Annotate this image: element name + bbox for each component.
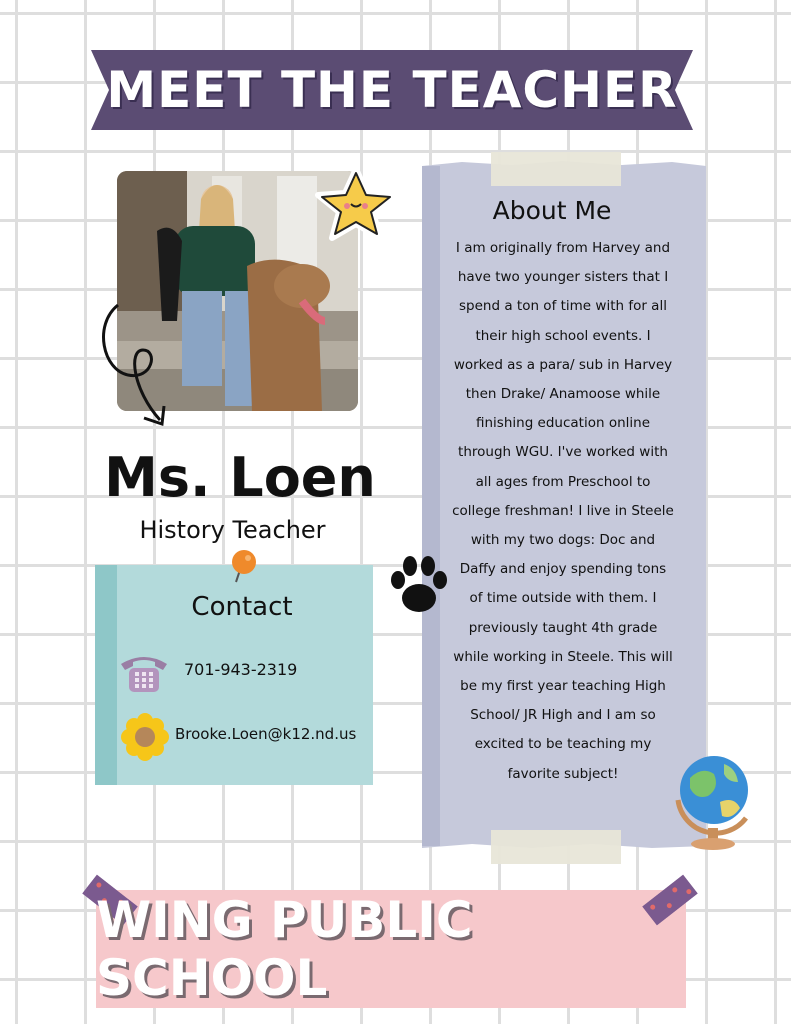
star-icon (313, 166, 399, 242)
curly-arrow-icon (98, 300, 178, 435)
tape-strip-top (491, 152, 621, 186)
about-body: I am originally from Harvey and have two younger sisters that I spend a ton of time with for all their high school events. I worked as a para/ sub in Harvey then Drake/ Anamoose while finishing education online through WGU. I've worked with all ages from Preschool to college freshman! I live in Steele with my two dogs: Doc and Daffy and enjoy spending tons of time outside with them. I previously taught 4th grade while working in Steele. This will be my first year teaching High School/ JR High and I am so excited to be teaching my favorite subject! (452, 240, 674, 782)
phone-icon (117, 650, 171, 694)
phone-number[interactable]: 701-943-2319 (184, 660, 298, 679)
tape-strip-bottom (491, 830, 621, 864)
page-title: MEET THE TEACHER (106, 61, 678, 119)
paw-icon (386, 552, 452, 620)
footer-title: WING PUBLIC SCHOOL (96, 891, 473, 1007)
about-title: About Me (492, 196, 612, 225)
email-address[interactable]: Brooke.Loen@k12.nd.us (175, 725, 357, 743)
pushpin-icon (228, 548, 258, 584)
teacher-name: Ms. Loen (104, 446, 376, 509)
contact-title: Contact (191, 592, 293, 622)
flower-icon (120, 712, 170, 762)
globe-icon (668, 748, 756, 852)
contact-card-edge (95, 565, 117, 785)
teacher-role: History Teacher (139, 516, 326, 544)
